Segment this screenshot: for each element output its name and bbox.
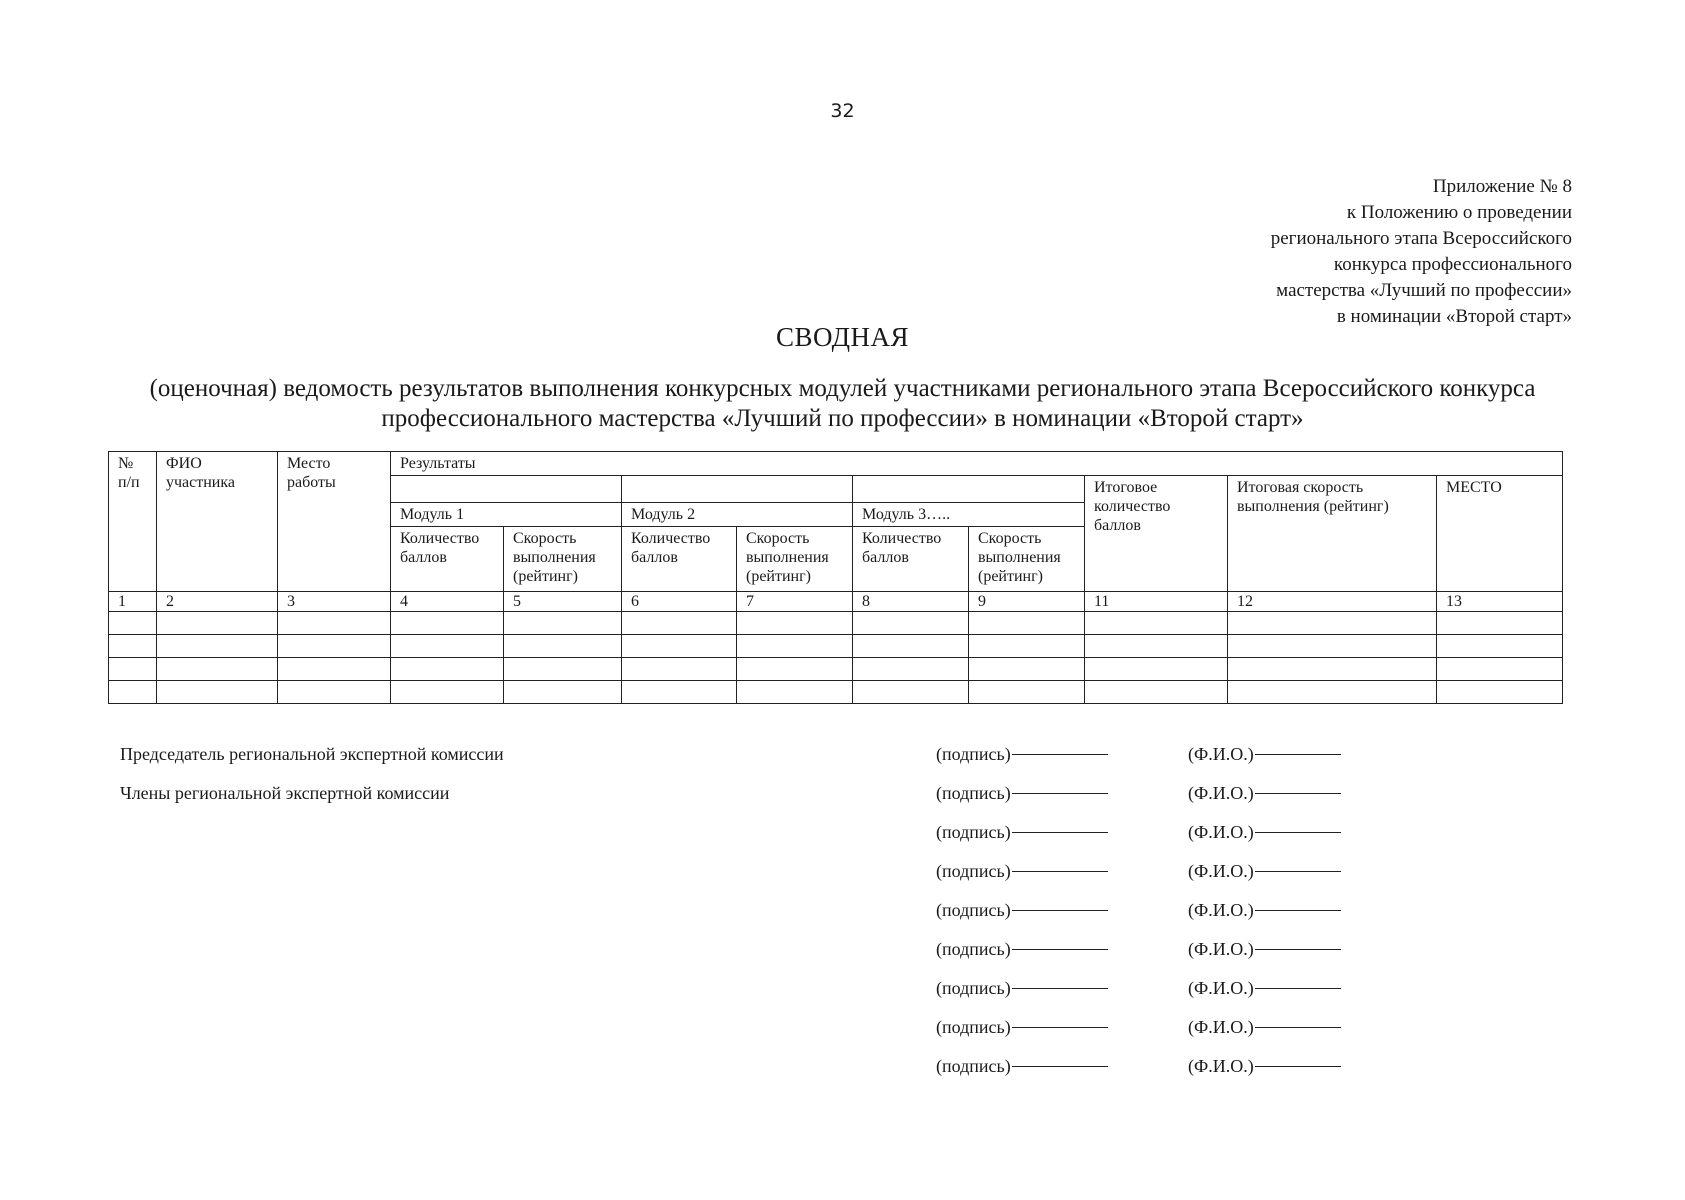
- signature-rule: [1012, 1027, 1108, 1028]
- header-number: № п/п: [109, 452, 157, 592]
- signature-field[interactable]: [936, 1017, 1108, 1038]
- table-cell: [969, 681, 1085, 704]
- table-cell: [853, 681, 969, 704]
- table-cell: [622, 635, 737, 658]
- header-total-score: Итоговое количество баллов: [1085, 476, 1228, 592]
- table-cell: [157, 681, 278, 704]
- table-cell: [504, 635, 622, 658]
- appendix-line: мастерства «Лучший по профессии»: [1276, 280, 1572, 301]
- table-cell: [1085, 681, 1228, 704]
- table-cell: [278, 681, 391, 704]
- table-cell: [157, 612, 278, 635]
- header-fio: ФИО участника: [157, 452, 278, 592]
- table-cell: [278, 612, 391, 635]
- table-cell: [1437, 612, 1563, 635]
- table-cell: [969, 612, 1085, 635]
- column-number: 8: [853, 592, 969, 612]
- signature-rule: [1012, 793, 1108, 794]
- signature-field[interactable]: [936, 939, 1108, 960]
- fio-label: (Ф.И.О.): [1188, 744, 1254, 764]
- members-label: Члены региональной экспертной комиссии: [120, 783, 450, 803]
- fio-field[interactable]: [1188, 822, 1341, 843]
- table-cell: [737, 612, 853, 635]
- fio-field[interactable]: [1188, 744, 1341, 765]
- fio-rule: [1255, 1066, 1341, 1067]
- fio-rule: [1255, 871, 1341, 872]
- header-module-3-speed: Скорость выполнения (рейтинг): [969, 527, 1085, 592]
- fio-field[interactable]: [1188, 939, 1341, 960]
- table-cell: [853, 612, 969, 635]
- signature-label: (подпись): [936, 939, 1011, 959]
- chairman-label: Председатель региональной экспертной комиссии: [120, 744, 504, 764]
- signature-field[interactable]: [936, 861, 1108, 882]
- table-cell: [622, 658, 737, 681]
- fio-rule: [1255, 1027, 1341, 1028]
- fio-field[interactable]: [1188, 978, 1341, 999]
- table-row: [109, 681, 1563, 704]
- fio-field[interactable]: [1188, 900, 1341, 921]
- signature-rule: [1012, 832, 1108, 833]
- table-cell: [391, 612, 504, 635]
- table-cell: [504, 658, 622, 681]
- fio-label: (Ф.И.О.): [1188, 939, 1254, 959]
- document-title: СВОДНАЯ: [775, 322, 910, 352]
- column-number: 13: [1437, 592, 1563, 612]
- fio-label: (Ф.И.О.): [1188, 1017, 1254, 1037]
- header-module-3: Модуль 3…..: [853, 503, 1085, 527]
- table-cell: [391, 681, 504, 704]
- table-cell: [737, 635, 853, 658]
- signatures-block: [0, 744, 1685, 1084]
- signature-label: (подпись): [936, 861, 1011, 881]
- signature-field[interactable]: [936, 900, 1108, 921]
- fio-rule: [1255, 910, 1341, 911]
- column-number: 7: [737, 592, 853, 612]
- table-cell: [157, 658, 278, 681]
- fio-field[interactable]: [1188, 1017, 1341, 1038]
- header-module-2-speed: Скорость выполнения (рейтинг): [737, 527, 853, 592]
- column-number: 3: [278, 592, 391, 612]
- signature-label: (подпись): [936, 900, 1011, 920]
- signature-rule: [1012, 754, 1108, 755]
- table-cell: [853, 658, 969, 681]
- header-workplace: Место работы: [278, 452, 391, 592]
- fio-field[interactable]: [1188, 861, 1341, 882]
- header-module-3-score: Количество баллов: [853, 527, 969, 592]
- signature-label: (подпись): [936, 822, 1011, 842]
- table-row: [109, 658, 1563, 681]
- fio-label: (Ф.И.О.): [1188, 978, 1254, 998]
- fio-rule: [1255, 754, 1341, 755]
- table-cell: [1228, 658, 1437, 681]
- table-cell: [278, 658, 391, 681]
- signature-rule: [1012, 988, 1108, 989]
- fio-label: (Ф.И.О.): [1188, 900, 1254, 920]
- signature-field[interactable]: [936, 1056, 1108, 1077]
- signature-field[interactable]: [936, 744, 1108, 765]
- signature-rule: [1012, 910, 1108, 911]
- table-cell: [969, 635, 1085, 658]
- table-cell: [504, 612, 622, 635]
- appendix-line: к Положению о проведении: [1346, 202, 1572, 223]
- appendix-line: в номинации «Второй старт»: [1336, 306, 1572, 327]
- table-cell: [504, 681, 622, 704]
- fio-rule: [1255, 949, 1341, 950]
- table-cell: [1228, 681, 1437, 704]
- header-module-1-score: Количество баллов: [391, 527, 504, 592]
- fio-rule: [1255, 793, 1341, 794]
- table-cell: [1085, 612, 1228, 635]
- fio-label: (Ф.И.О.): [1188, 783, 1254, 803]
- table-cell: [109, 681, 157, 704]
- column-number: 2: [157, 592, 278, 612]
- signature-label: (подпись): [936, 978, 1011, 998]
- signature-field[interactable]: [936, 978, 1108, 999]
- header-module-1: Модуль 1: [391, 503, 622, 527]
- appendix-line: регионального этапа Всероссийского: [1270, 228, 1572, 249]
- header-module-2-score: Количество баллов: [622, 527, 737, 592]
- table-cell: [1437, 681, 1563, 704]
- header-results: Результаты: [391, 452, 1563, 476]
- header-module-2: Модуль 2: [622, 503, 853, 527]
- table-cell: [737, 681, 853, 704]
- column-number: 6: [622, 592, 737, 612]
- results-table: [108, 451, 1563, 704]
- table-cell: [157, 635, 278, 658]
- header-place: МЕСТО: [1437, 476, 1563, 592]
- column-number: 12: [1228, 592, 1437, 612]
- signature-rule: [1012, 1066, 1108, 1067]
- column-number: 11: [1085, 592, 1228, 612]
- table-cell: [853, 635, 969, 658]
- fio-rule: [1255, 988, 1341, 989]
- table-cell: [109, 612, 157, 635]
- signature-rule: [1012, 871, 1108, 872]
- table-cell: [391, 658, 504, 681]
- signature-rule: [1012, 949, 1108, 950]
- signature-field[interactable]: [936, 822, 1108, 843]
- table-cell: [391, 635, 504, 658]
- signature-label: (подпись): [936, 783, 1011, 803]
- fio-label: (Ф.И.О.): [1188, 1056, 1254, 1076]
- table-cell: [109, 658, 157, 681]
- table-cell: [737, 658, 853, 681]
- column-number: 5: [504, 592, 622, 612]
- column-number-row: [109, 592, 1563, 612]
- signature-label: (подпись): [936, 1017, 1011, 1037]
- signature-label: (подпись): [936, 1056, 1011, 1076]
- document-subtitle: [110, 374, 1575, 434]
- column-number: 1: [109, 592, 157, 612]
- header-total-speed: Итоговая скорость выполнения (рейтинг): [1228, 476, 1437, 592]
- page-number: 32: [830, 100, 855, 122]
- appendix-block: [1271, 174, 1572, 330]
- subtitle-line: (оценочная) ведомость результатов выполнения конкурсных модулей участниками регионального этапа Всероссийского конкурса: [149, 375, 1536, 402]
- appendix-line: конкурса профессионального: [1333, 254, 1572, 275]
- fio-label: (Ф.И.О.): [1188, 822, 1254, 842]
- table-cell: [278, 635, 391, 658]
- table-cell: [622, 681, 737, 704]
- table-cell: [622, 612, 737, 635]
- table-cell: [1228, 635, 1437, 658]
- table-row: [109, 612, 1563, 635]
- header-module-group-1: [391, 476, 622, 503]
- fio-field[interactable]: [1188, 1056, 1341, 1077]
- fio-rule: [1255, 832, 1341, 833]
- column-number: 4: [391, 592, 504, 612]
- appendix-line: Приложение № 8: [1432, 176, 1572, 197]
- table-cell: [1437, 635, 1563, 658]
- signature-label: (подпись): [936, 744, 1011, 764]
- table-cell: [1085, 635, 1228, 658]
- subtitle-line: профессионального мастерства «Лучший по профессии» в номинации «Второй старт»: [381, 405, 1304, 432]
- signature-field[interactable]: [936, 783, 1108, 804]
- table-row: [109, 635, 1563, 658]
- table-cell: [109, 635, 157, 658]
- column-number: 9: [969, 592, 1085, 612]
- fio-field[interactable]: [1188, 783, 1341, 804]
- table-cell: [1085, 658, 1228, 681]
- table-cell: [1228, 612, 1437, 635]
- header-module-group-3: [853, 476, 1085, 503]
- table-cell: [1437, 658, 1563, 681]
- header-module-group-2: [622, 476, 853, 503]
- table-cell: [969, 658, 1085, 681]
- fio-label: (Ф.И.О.): [1188, 861, 1254, 881]
- header-module-1-speed: Скорость выполнения (рейтинг): [504, 527, 622, 592]
